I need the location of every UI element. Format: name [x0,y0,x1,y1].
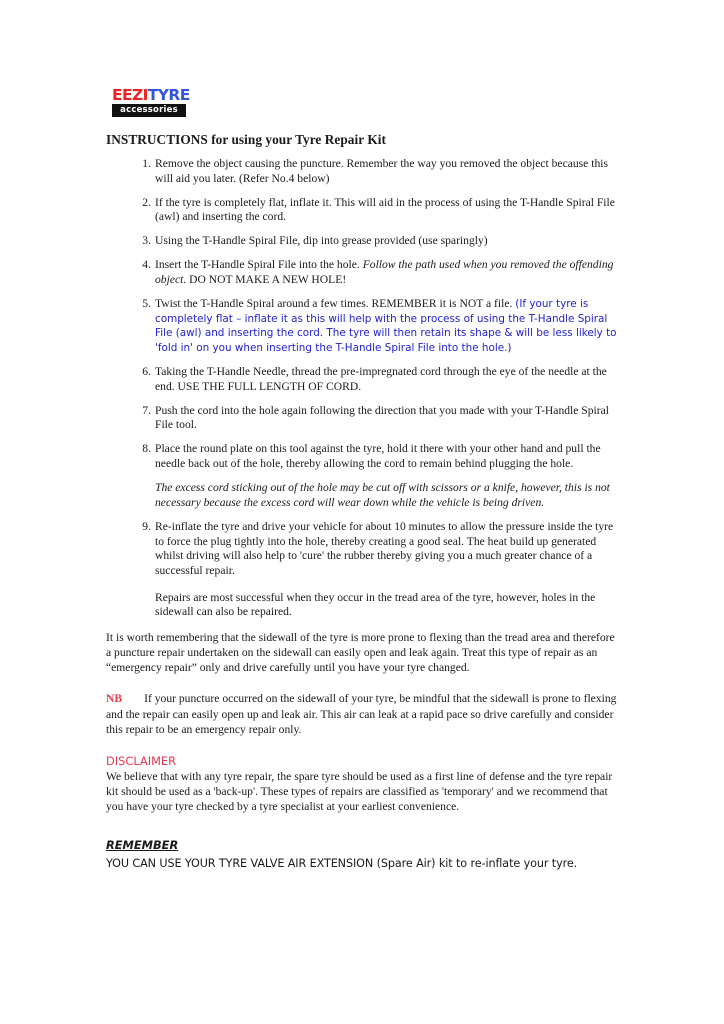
text-run-normal: If the tyre is completely flat, inflate it. This will aid in the process of using the T-Handle Spiral File (awl) and inserting the cord. [155,195,615,224]
text-run-normal: Place the round plate on this tool against the tyre, hold it there with your other hand and pull the needle back out of the hole, thereby allowing the cord to remain behind plugging the hole. [155,442,601,470]
list-item [106,234,619,249]
page-title: INSTRUCTIONS for using your Tyre Repair Kit [106,132,386,147]
nb-label: NB [106,692,123,706]
text-run-normal: Using the T-Handle Spiral File, dip into grease provided (use sparingly) [155,234,488,248]
list-item-number: 6. [142,365,151,379]
list-item-number: 7. [142,403,151,417]
list-item-number: 3. [142,234,151,248]
logo-text-eezi: EEZI [112,86,148,104]
list-item [106,442,619,471]
disclaimer-text: We believe that with any tyre repair, the spare tyre should be used as a first line of defense and the tyre repair kit should be used as a 'back-up'. These types of repairs are classified as 'temporary' and we recommend that you have your tyre checked by a tyre specialist at your earliest convenience. [106,770,613,814]
list-item-text [155,196,615,224]
text-run-normal: Push the cord into the hole again following the direction that you made with your T-Handle Spiral File tool. [155,403,610,432]
list-item-number: 8. [142,442,151,456]
remember-text: YOU CAN USE YOUR TYRE VALVE AIR EXTENSION (Spare Air) kit to re-inflate your tyre. [106,856,578,870]
text-run-normal: Taking the T-Handle Needle, thread the pre-impregnated cord through the eye of the needle at the end. USE THE FULL LENGTH OF CORD. [155,365,607,393]
list-item-number: 4. [142,258,151,272]
list-item [106,365,619,394]
text-run-blue: (If your tyre is completely flat – inflate it as this will help with the process of using the T-Handle Spiral File (awl) and inserting the cord. The tyre will then retain its shape & will be less likely to 'fold in' on you when inserting the T-Handle Spiral File into the hole.) [155,298,617,354]
list-item-number: 9. [142,520,151,534]
list-item [106,404,619,433]
text-run-normal: Twist the T-Handle Spiral around a few times. REMEMBER it is NOT a file. [155,297,516,311]
list-item-text [155,234,488,247]
text-run-normal: Remove the object causing the puncture. Remember the way you removed the object because this will aid you later. (Refer No.4 below) [155,157,608,185]
instruction-list-continued [106,520,619,578]
disclaimer-heading: DISCLAIMER [106,754,177,769]
text-run-normal: DO NOT MAKE A NEW HOLE! [186,273,347,287]
excess-cord-note: The excess cord sticking out of the hole may be cut off with scissors or a knife, however, this is not necessary because the excess cord will wear down while the vehicle is being driven. [155,481,610,509]
list-item [106,196,619,225]
nb-block [106,691,619,737]
logo-text-tyre: TYRE [147,86,190,104]
sidewall-paragraph: It is worth remembering that the sidewall of the tyre is more prone to flexing than the tread area and therefore a puncture repair undertaken on the sidewall can easily open and leak again. Treat this type of repair as an “emergency repair” only and drive carefully until you have your tyre changed. [106,630,615,675]
list-item-number: 2. [142,195,151,209]
text-run-normal: Insert the T-Handle Spiral File into the hole. [155,258,363,272]
list-item-text [155,157,608,185]
list-item-text [155,442,601,470]
list-item [106,258,619,287]
list-item-text [155,258,613,286]
logo-tagline: accessories [112,104,186,117]
nb-paragraph [106,691,619,737]
repairs-note: Repairs are most successful when they occur in the tread area of the tyre, however, holes in the sidewall can also be repaired. [155,590,596,619]
remember-heading: REMEMBER [106,837,179,852]
list-item-number: 1. [142,157,151,170]
list-item [106,520,619,578]
remember-block [106,815,619,871]
instruction-list [106,157,619,472]
brand-logo [112,87,188,117]
list-item-number: 5. [142,297,151,311]
list-item-text: Re-inflate the tyre and drive your vehicle for about 10 minutes to allow the pressure inside the tyre to force the plug tightly into the hole, thereby creating a good seal. The heat build up generated whilst driving will also help to 'cure' the rubber thereby giving you a much greater chance of a successful repair. [155,520,614,578]
text-run-italic: Follow the path used when you removed the offending object. [155,258,614,287]
list-item-text [155,404,609,432]
list-item [106,297,619,355]
logo-wordmark [112,87,188,103]
list-item-text [155,365,607,393]
nb-text: If your puncture occurred on the sidewall of your tyre, be mindful that the sidewall is prone to flexing and the repair can easily open up and leak air. This air can leak at a rapid pace so drive carefully and consider this repair to be an emergency repair only. [106,692,617,736]
document-content [106,132,619,871]
list-item-text [155,297,617,354]
list-item [106,157,619,186]
